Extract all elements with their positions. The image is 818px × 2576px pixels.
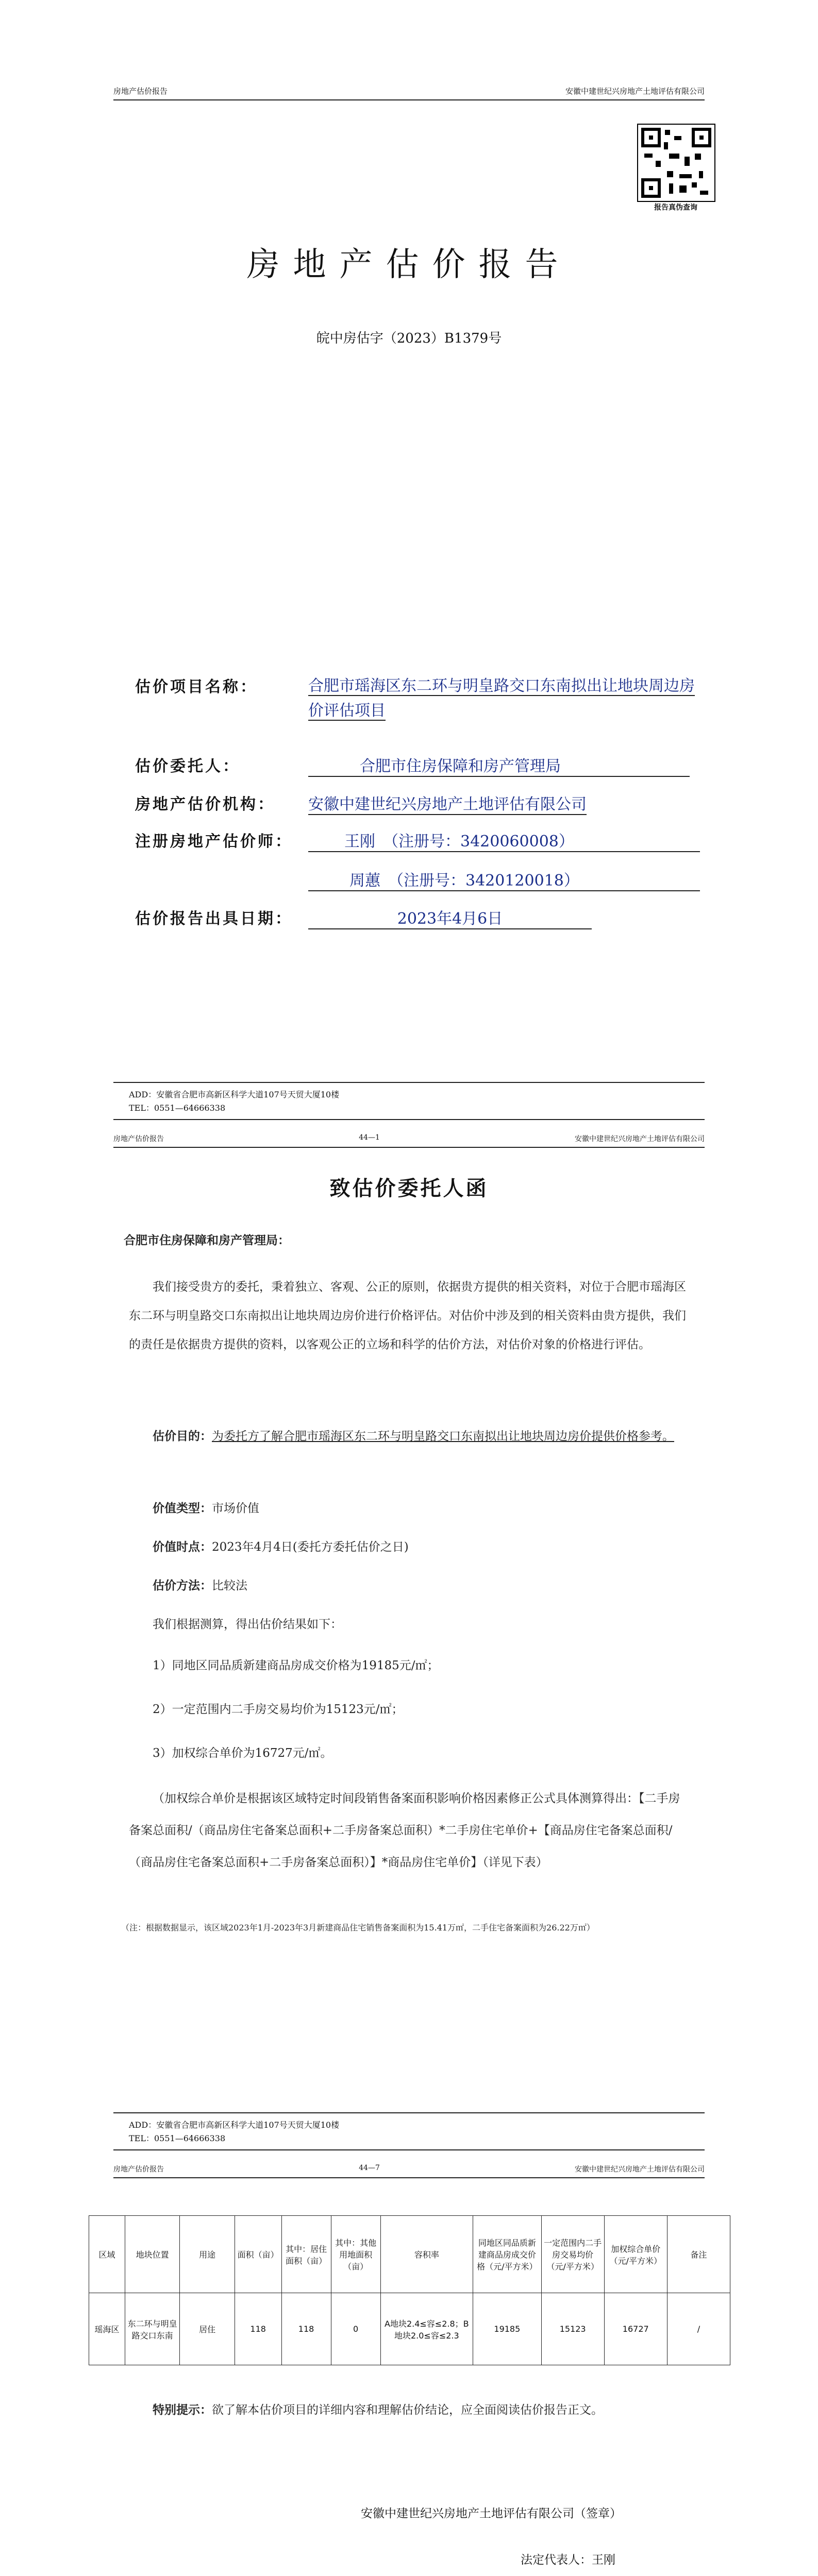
report-title: 房地产估价报告 xyxy=(246,246,572,284)
divider xyxy=(113,2149,705,2150)
table-header-cell: 同地区同品质新建商品房成交价格（元/平方米） xyxy=(473,2216,542,2293)
letter-value-date: 价值时点：2023年4月4日(委托方委托估价之日) xyxy=(153,1540,409,1554)
page-number: 44—7 xyxy=(359,2164,380,2172)
signature-company: 安徽中建世纪兴房地产土地评估有限公司（签章） xyxy=(361,2507,622,2520)
footer-address: ADD：安徽省合肥市高新区科学大道107号天贸大厦10楼 xyxy=(129,1090,340,1099)
table-header-cell: 面积（亩） xyxy=(235,2216,281,2293)
special-notice: 特别提示：欲了解本估价项目的详细内容和理解估价结论，应全面阅读估价报告正文。 xyxy=(153,2403,603,2417)
footer-address: ADD：安徽省合肥市高新区科学大道107号天贸大厦10楼 xyxy=(129,2120,340,2130)
letter-addressee: 合肥市住房保障和房产管理局： xyxy=(124,1233,290,1247)
table-cell: A地块2.4≤容≤2.8；B地块2.0≤容≤2.3 xyxy=(380,2293,473,2365)
table-cell: 居住 xyxy=(180,2293,235,2365)
table-cell: 0 xyxy=(331,2293,380,2365)
footer-rule xyxy=(113,1082,705,1083)
table-row xyxy=(89,2293,730,2365)
page1-footer xyxy=(129,1088,339,1115)
result-item-3: 3）加权综合单价为16727元/㎡。 xyxy=(153,1747,332,1760)
table-cell: 15123 xyxy=(541,2293,604,2365)
table-header-cell: 加权综合单价（元/平方米） xyxy=(604,2216,667,2293)
field-value-agency: 安徽中建世纪兴房地产土地评估有限公司 xyxy=(308,791,587,815)
header-right: 安徽中建世纪兴房地产土地评估有限公司 xyxy=(574,2165,705,2174)
letter-method: 估价方法：比较法 xyxy=(153,1579,247,1592)
valuation-table xyxy=(89,2215,730,2365)
divider xyxy=(113,1119,705,1120)
table-cell: 118 xyxy=(281,2293,331,2365)
qr-code[interactable] xyxy=(637,124,715,202)
result-item-1: 1）同地区同品质新建商品房成交价格为19185元/㎡； xyxy=(153,1659,439,1672)
letter-purpose: 估价目的：为委托方了解合肥市瑶海区东二环与明皇路交口东南拟出让地块周边房价提供价格参考。 xyxy=(153,1429,674,1443)
field-value-appraiser-1: 王刚 （注册号：3420060008） xyxy=(308,828,700,852)
footer-rule xyxy=(113,2112,705,2113)
result-item-2: 2）一定范围内二手房交易均价为15123元/㎡； xyxy=(153,1703,404,1716)
table-header-cell: 备注 xyxy=(667,2216,730,2293)
table-header-cell: 区域 xyxy=(89,2216,125,2293)
field-label-date: 估价报告出具日期： xyxy=(135,910,293,928)
page-header xyxy=(113,86,705,100)
field-label-client: 估价委托人： xyxy=(135,757,240,775)
table-header-cell: 一定范围内二手房交易均价（元/平方米） xyxy=(541,2216,604,2293)
table-header-cell: 其中：居住面积（亩） xyxy=(281,2216,331,2293)
footer-tel: TEL：0551—64666338 xyxy=(129,1103,226,1113)
signature-representative: 法定代表人：王刚 xyxy=(521,2553,615,2567)
header-left: 房地产估价报告 xyxy=(113,1135,164,1143)
page2-header xyxy=(113,1133,705,1148)
table-cell: 19185 xyxy=(473,2293,542,2365)
field-value-client: 合肥市住房保障和房产管理局 xyxy=(308,753,690,777)
letter-paragraph-intro: 我们接受贵方的委托，秉着独立、客观、公正的原则，依据贵方提供的相关资料，对位于合肥市瑶海区东二环与明皇路交口东南拟出让地块周边房价进行价格评估。对估价中涉及到的相关资料由贵方提供，我们的责任是依据贵方提供的资料，以客观公正的立场和科学的估价方法，对估价对象的价格进行评估。 xyxy=(129,1280,686,1351)
header-right: 安徽中建世纪兴房地产土地评估有限公司 xyxy=(565,87,705,96)
letter-result-intro: 我们根据测算，得出估价结果如下： xyxy=(153,1618,342,1631)
header-left: 房地产估价报告 xyxy=(113,2165,164,2174)
field-value-date: 2023年4月6日 xyxy=(308,906,592,929)
table-header-cell: 容积率 xyxy=(380,2216,473,2293)
table-header-row xyxy=(89,2216,730,2293)
table-cell: 118 xyxy=(235,2293,281,2365)
field-value-project: 合肥市瑶海区东二环与明皇路交口东南拟出让地块周边房价评估项目 xyxy=(308,677,695,720)
footer-tel: TEL：0551—64666338 xyxy=(129,2133,226,2143)
table-header-cell: 用途 xyxy=(180,2216,235,2293)
table-cell: / xyxy=(667,2293,730,2365)
page-number: 44—1 xyxy=(359,1133,380,1142)
table-header-cell: 地块位置 xyxy=(125,2216,179,2293)
page3-header xyxy=(113,2164,705,2178)
qr-caption: 报告真伪查询 xyxy=(654,203,697,211)
page2-footer xyxy=(129,2119,339,2145)
field-value-appraiser-2: 周蕙 （注册号：3420120018） xyxy=(308,868,700,891)
report-doc-number: 皖中房估字（2023）B1379号 xyxy=(316,331,502,346)
letter-value-type: 价值类型：市场价值 xyxy=(153,1501,259,1515)
table-cell: 16727 xyxy=(604,2293,667,2365)
field-label-project: 估价项目名称： xyxy=(135,678,258,696)
table-cell: 瑶海区 xyxy=(89,2293,125,2365)
field-label-agency: 房地产估价机构： xyxy=(135,795,275,814)
letter-formula: （加权综合单价是根据该区域特定时间段销售备案面积影响价格因素修正公式具体测算得出：【二手房备案总面积/（商品房住宅备案总面积+二手房备案总面积）*二手房住宅单价+【商品房住宅备案总面积/（商品房住宅备案总面积+二手房备案总面积）】*商品房住宅单价】（详见下表） xyxy=(129,1792,680,1869)
field-label-appraiser: 注册房地产估价师： xyxy=(135,833,293,851)
table-cell: 东二环与明皇路交口东南 xyxy=(125,2293,179,2365)
header-right: 安徽中建世纪兴房地产土地评估有限公司 xyxy=(574,1135,705,1143)
letter-title: 致估价委托人函 xyxy=(329,1176,489,1200)
table-header-cell: 其中：其他用地面积（亩） xyxy=(331,2216,380,2293)
letter-note: （注：根据数据显示，该区域2023年1月-2023年3月新建商品住宅销售备案面积为15.41万㎡，二手住宅备案面积为26.22万㎡） xyxy=(121,1923,595,1933)
header-left: 房地产估价报告 xyxy=(113,87,168,96)
